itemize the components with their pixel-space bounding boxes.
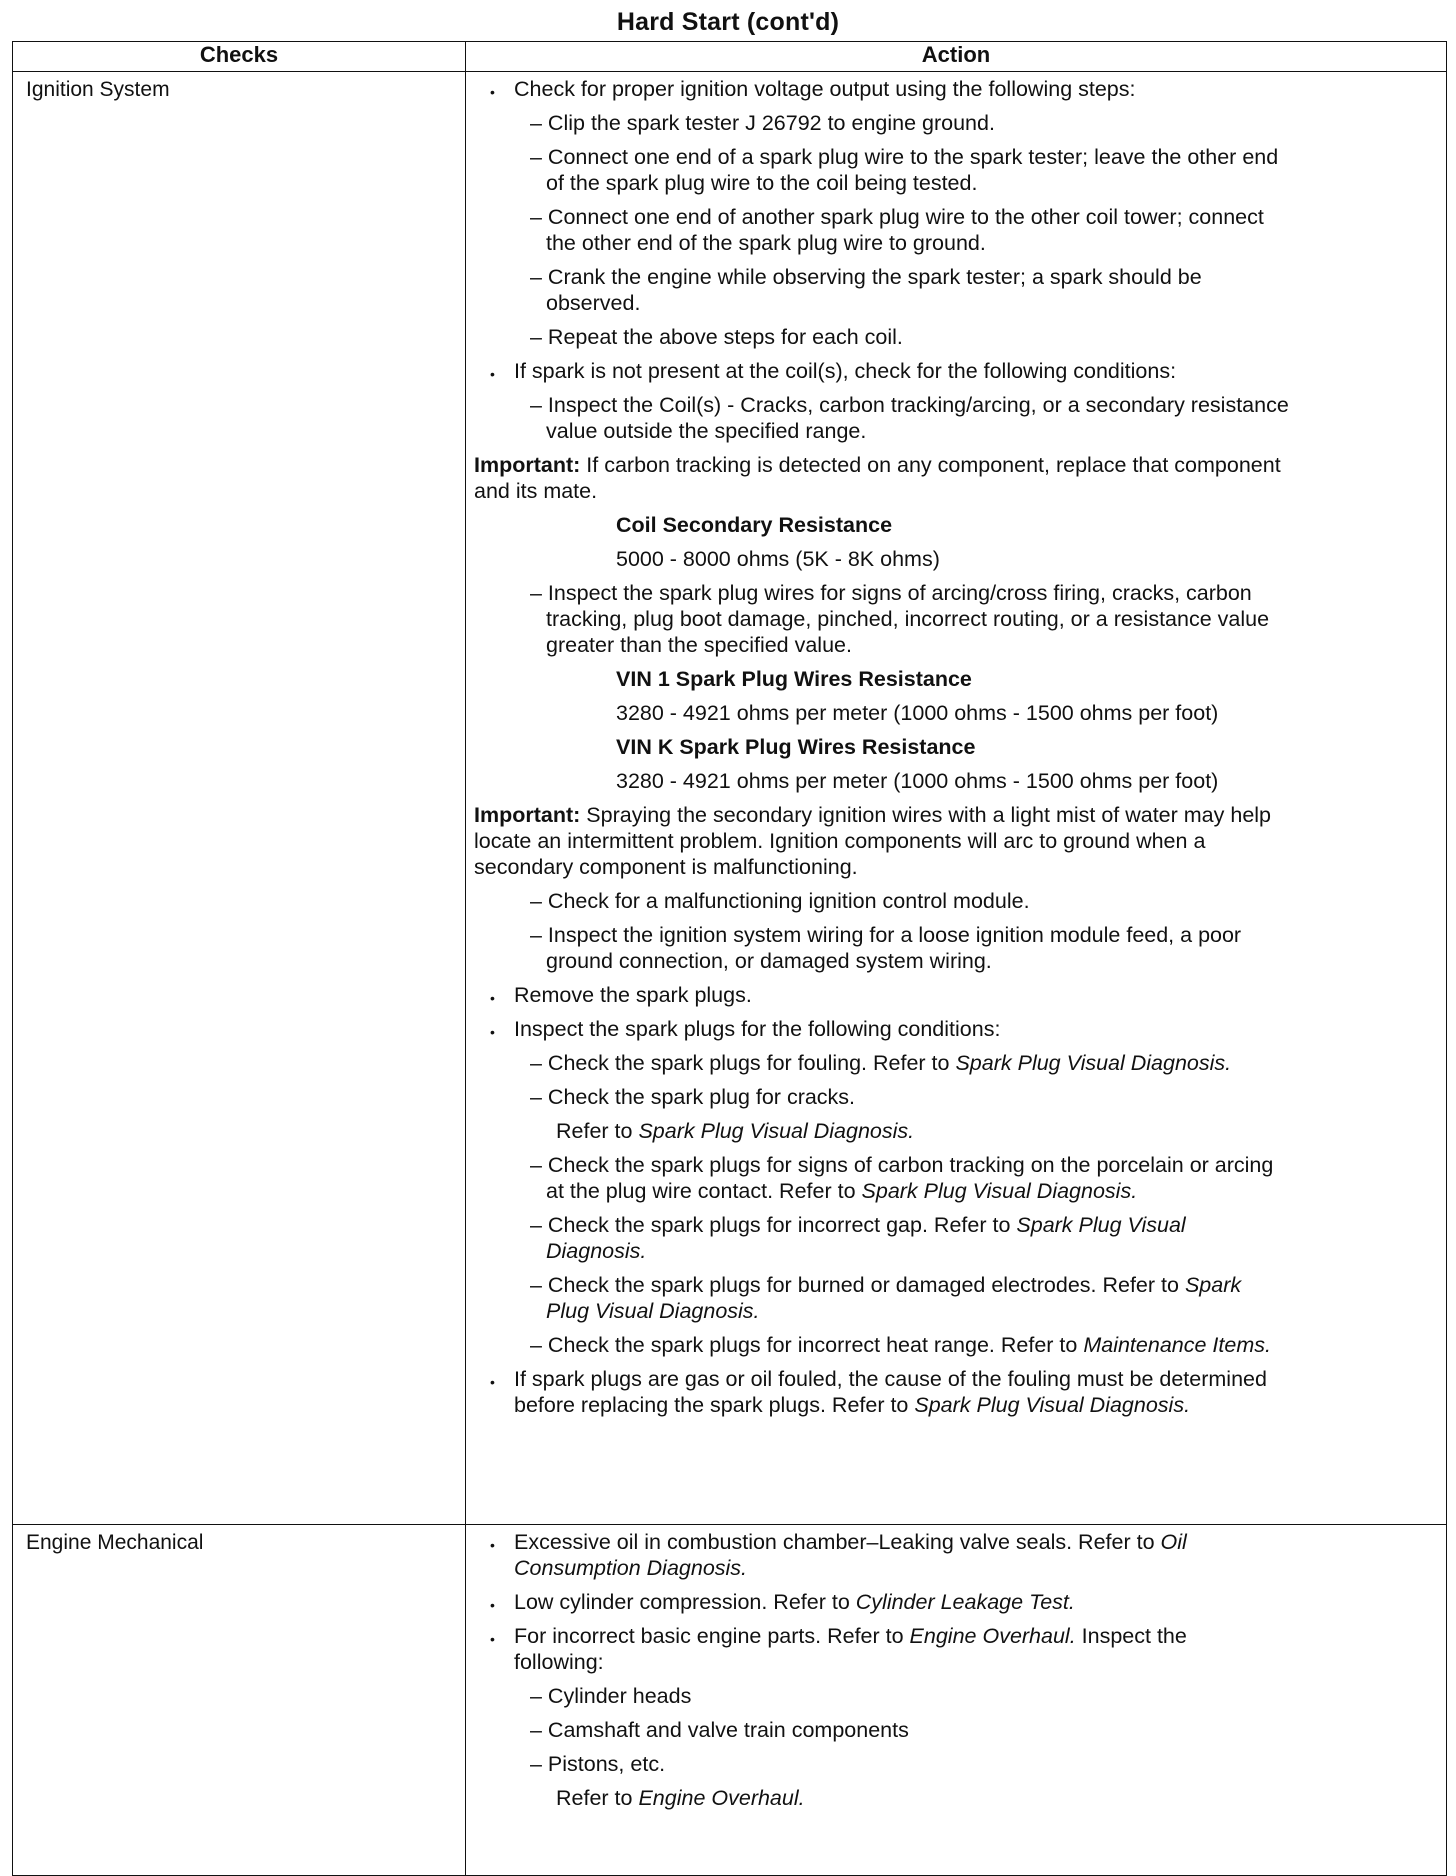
spec-value: 3280 - 4921 ohms per meter (1000 ohms - 1500 ohms per foot) [616,769,1219,793]
action-line: – Inspect the ignition system wiring for a loose ignition module feed, a poor [530,923,1242,947]
action-line: – Repeat the above steps for each coil. [530,325,903,349]
reference-link: Spark [1184,1273,1242,1297]
action-line: If spark plugs are gas or oil fouled, the cause of the fouling must be determined [514,1367,1267,1391]
action-line: – Crank the engine while observing the spark tester; a spark should be [530,265,1202,289]
action-line: tracking, plug boot damage, pinched, incorrect routing, or a resistance value [546,607,1270,631]
table-header-row [13,42,1447,72]
action-line: – Clip the spark tester J 26792 to engine ground. [530,111,995,135]
action-line: – Inspect the Coil(s) - Cracks, carbon tracking/arcing, or a secondary resistance [530,393,1289,417]
reference-link: Cylinder Leakage Test. [855,1590,1075,1614]
spec-value: 3280 - 4921 ohms per meter (1000 ohms - 1500 ohms per foot) [616,701,1219,725]
spec-heading: VIN 1 Spark Plug Wires Resistance [616,667,972,691]
reference-link: Spark Plug Visual [1016,1213,1186,1237]
action-line: – Check the spark plugs for incorrect heat range. Refer to Maintenance Items. [530,1333,1271,1357]
action-line: – Check the spark plugs for incorrect gap. Refer to Spark Plug Visual [530,1213,1186,1237]
important-note: Important: Spraying the secondary ignition wires with a light mist of water may help [474,803,1272,827]
action-line: – Cylinder heads [530,1684,692,1708]
spec-heading: Coil Secondary Resistance [616,513,893,537]
action-line: and its mate. [474,479,598,503]
reference-link: Engine Overhaul. [638,1786,805,1810]
bullet: • [490,1537,495,1553]
action-line: greater than the specified value. [546,633,852,657]
action-line: secondary component is malfunctioning. [474,855,858,879]
action-line: – Check the spark plug for cracks. [530,1085,856,1109]
bullet: • [490,1374,495,1390]
spec-heading: VIN K Spark Plug Wires Resistance [616,735,976,759]
checks-header: Checks [13,42,466,72]
reference-link: Consumption Diagnosis. [514,1556,748,1580]
bullet: • [490,366,495,382]
action-line: – Connect one end of another spark plug wire to the other coil tower; connect [530,205,1264,229]
action-line: Low cylinder compression. Refer to Cylinder Leakage Test. [514,1590,1075,1614]
bullet: • [490,1631,495,1647]
action-cell-engine [466,1525,1447,1876]
bullet: • [490,84,495,100]
action-line: – Check the spark plugs for burned or damaged electrodes. Refer to Spark [530,1273,1242,1297]
action-line: – Pistons, etc. [530,1752,666,1776]
diagnosis-table [12,41,1447,1876]
action-line: Refer to Spark Plug Visual Diagnosis. [556,1119,915,1143]
important-label: Important: [474,803,581,827]
action-line: For incorrect basic engine parts. Refer to Engine Overhaul. Inspect the [514,1624,1187,1648]
action-line: locate an intermittent problem. Ignition components will arc to ground when a [474,829,1206,853]
action-cell-ignition [466,72,1447,1525]
action-line: the other end of the spark plug wire to ground. [546,231,986,255]
reference-link: Plug Visual Diagnosis. [546,1299,760,1323]
action-line: observed. [546,291,641,315]
reference-link: Oil [1160,1530,1187,1554]
action-line: – Connect one end of a spark plug wire to the spark tester; leave the other end [530,145,1279,169]
action-line: Excessive oil in combustion chamber–Leaking valve seals. Refer to Oil [514,1530,1187,1554]
table-row [13,72,1447,1525]
page-title: Hard Start (cont'd) [616,8,840,36]
table-row [13,1525,1447,1876]
action-line: – Inspect the spark plug wires for signs of arcing/cross firing, cracks, carbon [530,581,1252,605]
action-line: If spark is not present at the coil(s), check for the following conditions: [514,359,1177,383]
important-note: Important: If carbon tracking is detected on any component, replace that component [474,453,1281,477]
check-cell-ignition: Ignition System [13,72,466,1525]
reference-link: Spark Plug Visual Diagnosis. [861,1179,1138,1203]
action-line: Refer to Engine Overhaul. [556,1786,805,1810]
action-line: – Check the spark plugs for signs of carbon tracking on the porcelain or arcing [530,1153,1274,1177]
action-line: Check for proper ignition voltage output using the following steps: [514,77,1136,101]
important-label: Important: [474,453,581,477]
action-line: – Camshaft and valve train components [530,1718,909,1742]
action-line: ground connection, or damaged system wiring. [546,949,992,973]
action-line: value outside the specified range. [546,419,867,443]
action-line: at the plug wire contact. Refer to Spark Plug Visual Diagnosis. [546,1179,1138,1203]
reference-link: Diagnosis. [546,1239,647,1263]
reference-link: Spark Plug Visual Diagnosis. [914,1393,1191,1417]
bullet: • [490,1597,495,1613]
action-line: following: [514,1650,604,1674]
bullet: • [490,1024,495,1040]
bullet: • [490,990,495,1006]
check-cell-engine: Engine Mechanical [13,1525,466,1876]
action-header: Action [466,42,1447,72]
reference-link: Spark Plug Visual Diagnosis. [955,1051,1232,1075]
reference-link: Spark Plug Visual Diagnosis. [638,1119,915,1143]
reference-link: Engine Overhaul. [909,1624,1076,1648]
action-line: of the spark plug wire to the coil being tested. [546,171,978,195]
spec-value: 5000 - 8000 ohms (5K - 8K ohms) [616,547,940,571]
action-line: Remove the spark plugs. [514,983,752,1007]
action-line: – Check the spark plugs for fouling. Refer to Spark Plug Visual Diagnosis. [530,1051,1232,1075]
action-line: before replacing the spark plugs. Refer to Spark Plug Visual Diagnosis. [514,1393,1191,1417]
action-line: – Check for a malfunctioning ignition control module. [530,889,1030,913]
action-line: Inspect the spark plugs for the following conditions: [514,1017,1001,1041]
reference-link: Maintenance Items. [1083,1333,1271,1357]
